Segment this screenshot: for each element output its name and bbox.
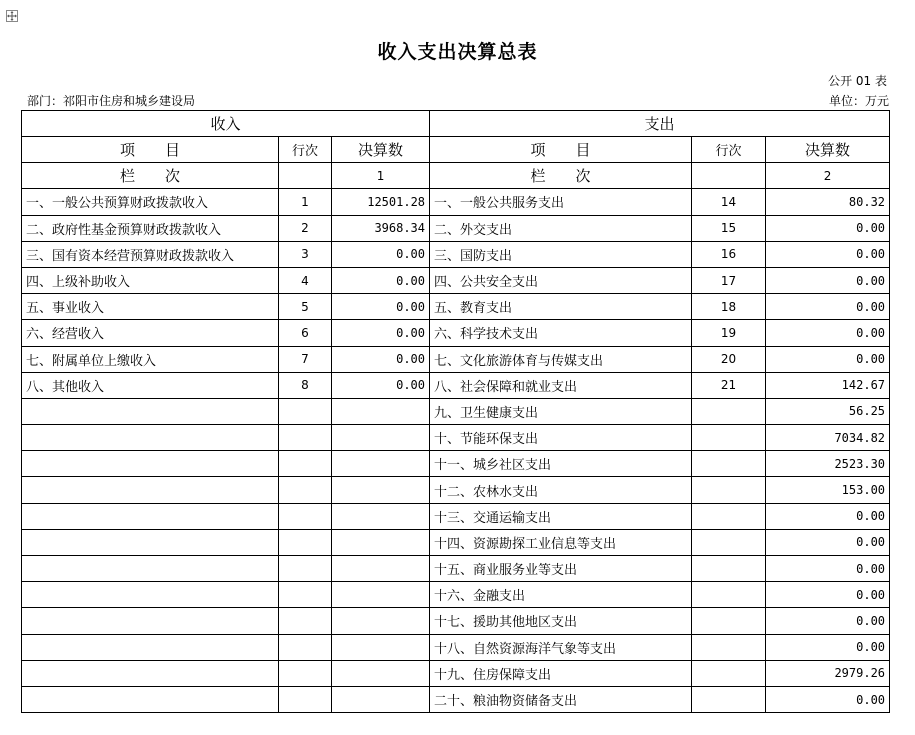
income-rowno-cell bbox=[279, 529, 332, 555]
expense-amount-cell: 80.32 bbox=[766, 189, 890, 215]
income-amount-cell bbox=[332, 660, 430, 686]
table-row bbox=[22, 582, 890, 608]
income-column-label: 栏 次 bbox=[22, 163, 279, 189]
income-item-cell: 八、其他收入 bbox=[22, 372, 279, 398]
income-amount-cell bbox=[332, 582, 430, 608]
income-item-cell: 四、上级补助收入 bbox=[22, 267, 279, 293]
income-item-cell: 六、经营收入 bbox=[22, 320, 279, 346]
expense-item-cell: 十六、金融支出 bbox=[430, 582, 692, 608]
expense-amount-cell: 0.00 bbox=[766, 320, 890, 346]
expense-section-header: 支出 bbox=[430, 111, 890, 137]
table-row bbox=[22, 503, 890, 529]
expense-rowno-cell bbox=[692, 660, 766, 686]
expense-amount-cell: 0.00 bbox=[766, 529, 890, 555]
income-amount-cell bbox=[332, 686, 430, 712]
income-amount-cell bbox=[332, 608, 430, 634]
expense-item-cell: 一、一般公共服务支出 bbox=[430, 189, 692, 215]
expense-amount-cell: 0.00 bbox=[766, 582, 890, 608]
income-item-cell: 三、国有资本经营预算财政拨款收入 bbox=[22, 241, 279, 267]
income-rowno-cell bbox=[279, 582, 332, 608]
income-amount-cell: 0.00 bbox=[332, 320, 430, 346]
expense-amount-cell: 2523.30 bbox=[766, 451, 890, 477]
income-item-header: 项 目 bbox=[22, 137, 279, 163]
expense-item-cell: 十二、农林水支出 bbox=[430, 477, 692, 503]
expense-rowno-cell: 14 bbox=[692, 189, 766, 215]
expense-rowno-cell bbox=[692, 686, 766, 712]
table-code: 公开 01 表 bbox=[828, 74, 887, 88]
expense-rowno-cell bbox=[692, 503, 766, 529]
expense-rowno-cell bbox=[692, 398, 766, 424]
expense-amount-cell: 153.00 bbox=[766, 477, 890, 503]
table-row bbox=[22, 660, 890, 686]
income-amount-cell bbox=[332, 398, 430, 424]
table-row bbox=[22, 215, 890, 241]
income-item-cell bbox=[22, 634, 279, 660]
expense-amount-cell: 7034.82 bbox=[766, 425, 890, 451]
income-column-number: 1 bbox=[332, 163, 430, 189]
income-amount-cell bbox=[332, 503, 430, 529]
income-amount-cell bbox=[332, 634, 430, 660]
income-item-cell: 七、附属单位上缴收入 bbox=[22, 346, 279, 372]
expense-item-cell: 十五、商业服务业等支出 bbox=[430, 556, 692, 582]
expense-item-cell: 九、卫生健康支出 bbox=[430, 398, 692, 424]
header-row-sections bbox=[22, 111, 890, 137]
expense-amount-cell: 0.00 bbox=[766, 634, 890, 660]
expense-item-cell: 四、公共安全支出 bbox=[430, 267, 692, 293]
expense-rowno-cell bbox=[692, 425, 766, 451]
table-row bbox=[22, 241, 890, 267]
expense-item-cell: 十七、援助其他地区支出 bbox=[430, 608, 692, 634]
income-amount-cell: 0.00 bbox=[332, 294, 430, 320]
income-amount-cell: 12501.28 bbox=[332, 189, 430, 215]
income-item-cell bbox=[22, 503, 279, 529]
income-rowno-cell bbox=[279, 425, 332, 451]
income-rowno-cell bbox=[279, 634, 332, 660]
expense-amount-cell: 0.00 bbox=[766, 346, 890, 372]
income-rowno-cell bbox=[279, 451, 332, 477]
expense-rowno-cell: 20 bbox=[692, 346, 766, 372]
expense-rowno-cell: 19 bbox=[692, 320, 766, 346]
income-amount-cell bbox=[332, 556, 430, 582]
income-amount-cell: 0.00 bbox=[332, 346, 430, 372]
table-row bbox=[22, 634, 890, 660]
income-item-cell bbox=[22, 451, 279, 477]
income-amount-cell: 0.00 bbox=[332, 372, 430, 398]
income-item-cell bbox=[22, 660, 279, 686]
income-rowno-cell bbox=[279, 398, 332, 424]
expense-rowno-cell bbox=[692, 451, 766, 477]
expense-item-cell: 二、外交支出 bbox=[430, 215, 692, 241]
expense-rowno-cell bbox=[692, 582, 766, 608]
table-row bbox=[22, 529, 890, 555]
income-item-cell bbox=[22, 529, 279, 555]
expense-item-cell: 十四、资源勘探工业信息等支出 bbox=[430, 529, 692, 555]
income-rowno-cell bbox=[279, 556, 332, 582]
income-item-cell: 二、政府性基金预算财政拨款收入 bbox=[22, 215, 279, 241]
income-rowno-cell bbox=[279, 608, 332, 634]
income-item-cell: 五、事业收入 bbox=[22, 294, 279, 320]
expense-rowno-cell: 18 bbox=[692, 294, 766, 320]
expense-item-cell: 十八、自然资源海洋气象等支出 bbox=[430, 634, 692, 660]
income-rowno-cell: 6 bbox=[279, 320, 332, 346]
income-amount-cell: 3968.34 bbox=[332, 215, 430, 241]
income-rowno-cell: 8 bbox=[279, 372, 332, 398]
income-item-cell bbox=[22, 686, 279, 712]
income-rowno-cell: 7 bbox=[279, 346, 332, 372]
income-rowno-cell bbox=[279, 477, 332, 503]
table-row bbox=[22, 686, 890, 712]
expense-column-number: 2 bbox=[766, 163, 890, 189]
table-row bbox=[22, 189, 890, 215]
income-item-cell bbox=[22, 608, 279, 634]
expense-amount-cell: 0.00 bbox=[766, 503, 890, 529]
expense-amount-header: 决算数 bbox=[766, 137, 890, 163]
income-rowno-cell: 4 bbox=[279, 267, 332, 293]
income-amount-cell: 0.00 bbox=[332, 241, 430, 267]
income-rowno-cell: 3 bbox=[279, 241, 332, 267]
expense-item-header: 项 目 bbox=[430, 137, 692, 163]
expense-item-cell: 十三、交通运输支出 bbox=[430, 503, 692, 529]
income-amount-cell bbox=[332, 425, 430, 451]
income-rowno-header: 行次 bbox=[279, 137, 332, 163]
income-item-cell bbox=[22, 556, 279, 582]
table-row bbox=[22, 398, 890, 424]
income-rowno-cell: 2 bbox=[279, 215, 332, 241]
table-move-handle-icon[interactable] bbox=[6, 10, 18, 22]
expense-amount-cell: 2979.26 bbox=[766, 660, 890, 686]
income-column-blank bbox=[279, 163, 332, 189]
expense-amount-cell: 0.00 bbox=[766, 241, 890, 267]
expense-column-blank bbox=[692, 163, 766, 189]
expense-item-cell: 十九、住房保障支出 bbox=[430, 660, 692, 686]
expense-item-cell: 五、教育支出 bbox=[430, 294, 692, 320]
income-expense-table bbox=[21, 110, 890, 713]
page-title: 收入支出决算总表 bbox=[377, 41, 538, 63]
expense-amount-cell: 56.25 bbox=[766, 398, 890, 424]
expense-rowno-cell bbox=[692, 634, 766, 660]
expense-item-cell: 二十、粮油物资储备支出 bbox=[430, 686, 692, 712]
header-row-column-numbers bbox=[22, 163, 890, 189]
income-item-cell bbox=[22, 398, 279, 424]
income-item-cell bbox=[22, 582, 279, 608]
income-item-cell bbox=[22, 477, 279, 503]
expense-rowno-cell bbox=[692, 556, 766, 582]
table-row bbox=[22, 267, 890, 293]
table-row bbox=[22, 320, 890, 346]
expense-amount-cell: 0.00 bbox=[766, 556, 890, 582]
income-rowno-cell bbox=[279, 660, 332, 686]
table-row bbox=[22, 294, 890, 320]
expense-rowno-cell: 17 bbox=[692, 267, 766, 293]
table-row bbox=[22, 451, 890, 477]
table-row bbox=[22, 608, 890, 634]
income-section-header: 收入 bbox=[22, 111, 430, 137]
expense-amount-cell: 0.00 bbox=[766, 686, 890, 712]
expense-item-cell: 三、国防支出 bbox=[430, 241, 692, 267]
income-amount-cell bbox=[332, 451, 430, 477]
income-item-cell: 一、一般公共预算财政拨款收入 bbox=[22, 189, 279, 215]
expense-amount-cell: 0.00 bbox=[766, 608, 890, 634]
expense-amount-cell: 142.67 bbox=[766, 372, 890, 398]
income-amount-cell: 0.00 bbox=[332, 267, 430, 293]
income-rowno-cell: 1 bbox=[279, 189, 332, 215]
expense-rowno-cell: 15 bbox=[692, 215, 766, 241]
expense-item-cell: 十、节能环保支出 bbox=[430, 425, 692, 451]
table-row bbox=[22, 425, 890, 451]
table-row bbox=[22, 477, 890, 503]
header-row-columns bbox=[22, 137, 890, 163]
income-rowno-cell bbox=[279, 503, 332, 529]
income-rowno-cell bbox=[279, 686, 332, 712]
expense-item-cell: 十一、城乡社区支出 bbox=[430, 451, 692, 477]
expense-rowno-cell: 21 bbox=[692, 372, 766, 398]
income-item-cell bbox=[22, 425, 279, 451]
income-rowno-cell: 5 bbox=[279, 294, 332, 320]
table-row bbox=[22, 346, 890, 372]
income-amount-header: 决算数 bbox=[332, 137, 430, 163]
expense-rowno-header: 行次 bbox=[692, 137, 766, 163]
income-amount-cell bbox=[332, 477, 430, 503]
expense-amount-cell: 0.00 bbox=[766, 267, 890, 293]
expense-rowno-cell: 16 bbox=[692, 241, 766, 267]
income-amount-cell bbox=[332, 529, 430, 555]
unit-label: 单位：万元 bbox=[828, 94, 889, 108]
expense-column-label: 栏 次 bbox=[430, 163, 692, 189]
expense-rowno-cell bbox=[692, 529, 766, 555]
expense-item-cell: 六、科学技术支出 bbox=[430, 320, 692, 346]
expense-rowno-cell bbox=[692, 608, 766, 634]
expense-item-cell: 七、文化旅游体育与传媒支出 bbox=[430, 346, 692, 372]
expense-amount-cell: 0.00 bbox=[766, 294, 890, 320]
table-row bbox=[22, 372, 890, 398]
department-label: 部门：祁阳市住房和城乡建设局 bbox=[27, 94, 196, 108]
expense-item-cell: 八、社会保障和就业支出 bbox=[430, 372, 692, 398]
expense-rowno-cell bbox=[692, 477, 766, 503]
expense-amount-cell: 0.00 bbox=[766, 215, 890, 241]
table-row bbox=[22, 556, 890, 582]
